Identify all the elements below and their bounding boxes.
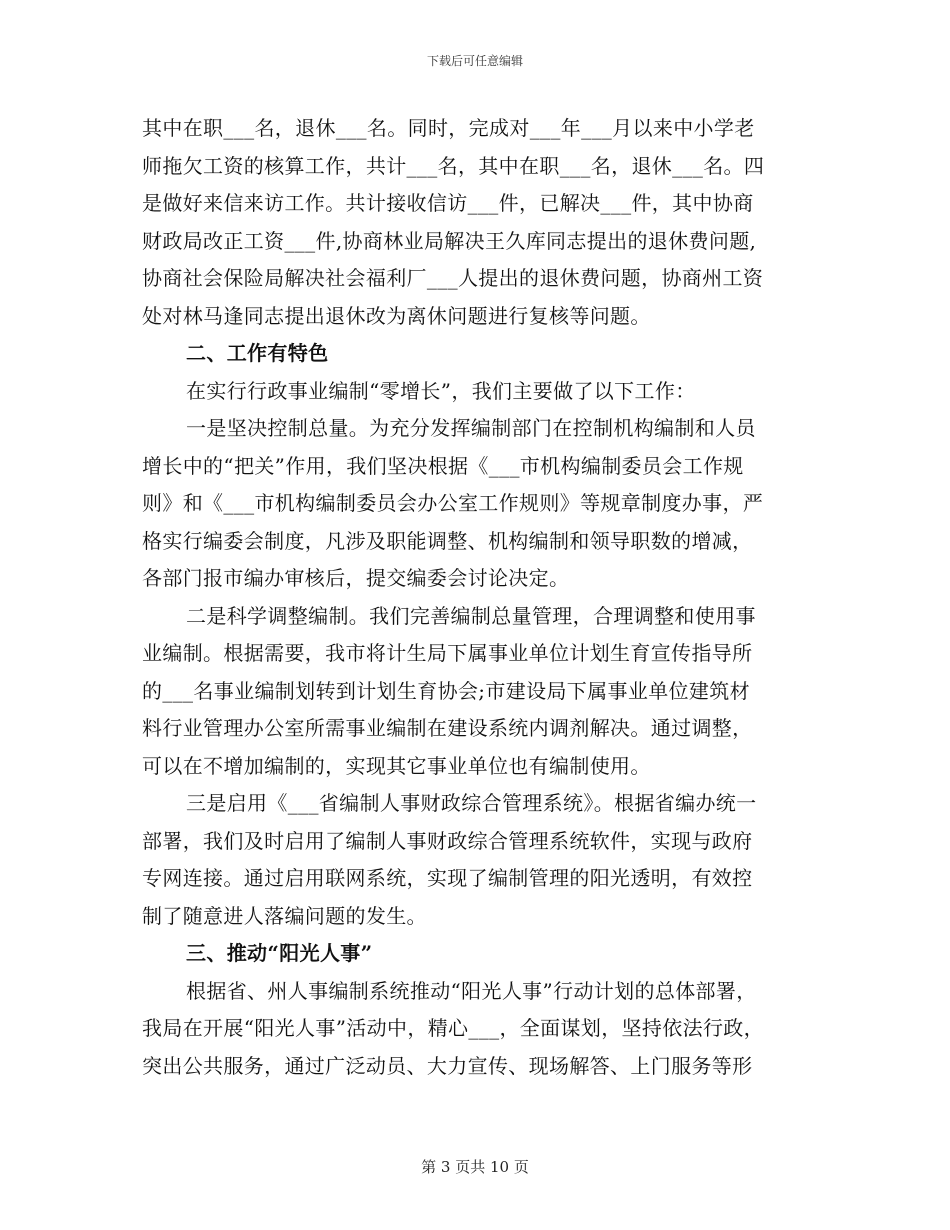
paragraph-line: 可以在不增加编制的，实现其它事业单位也有编制使用。: [142, 753, 651, 778]
paragraph-line: 处对林马逢同志提出退休改为离休问题进行复核等问题。: [142, 303, 651, 328]
page-footer: 第 3 页共 10 页: [421, 1158, 529, 1176]
paragraph-line: 一是坚决控制总量。为充分发挥编制部门在控制机构编制和人员: [186, 416, 756, 440]
page-header: 下载后可任意编辑: [426, 54, 523, 68]
paragraph-line: 是做好来信来访工作。共计接收信访___件，已解决___件，其中协商: [142, 191, 754, 215]
section-heading: 二、工作有特色: [186, 341, 329, 365]
paragraph-line: 制了随意进人落编问题的发生。: [142, 903, 427, 928]
paragraph-line: 增长中的“把关”作用，我们坚决根据《___市机构编制委员会工作规: [142, 453, 744, 478]
paragraph-line: 各部门报市编办审核后，提交编委会讨论决定。: [142, 566, 570, 590]
section-heading: 三、推动“阳光人事”: [186, 941, 373, 965]
paragraph-line: 突出公共服务，通过广泛动员、大力宣传、现场解答、上门服务等形: [142, 1053, 753, 1078]
paragraph-line: 三是启用《___省编制人事财政综合管理系统》。根据省编办统一: [186, 791, 757, 815]
paragraph-line: 业编制。根据需要，我市将计生局下属事业单位计划生育宣传指导所: [142, 641, 753, 665]
paragraph-line: 根据省、州人事编制系统推动“阳光人事”行动计划的总体部署，: [186, 978, 757, 1003]
paragraph-line: 的___名事业编制划转到计划生育协会;市建设局下属事业单位建筑材: [142, 678, 750, 703]
document-body: [142, 110, 814, 1085]
paragraph-line: 在实行行政事业编制“零增长”，我们主要做了以下工作：: [186, 378, 696, 403]
paragraph-line: 师拖欠工资的核算工作，共计___名，其中在职___名，退休___名。四: [142, 153, 765, 178]
paragraph-line: 料行业管理办公室所需事业编制在建设系统内调剂解决。通过调整，: [142, 716, 753, 740]
paragraph-line: 二是科学调整编制。我们完善编制总量管理，合理调整和使用事: [186, 603, 756, 628]
paragraph-line: 专网连接。通过启用联网系统，实现了编制管理的阳光透明，有效控: [142, 866, 753, 890]
paragraph-line: 财政局改正工资___件,协商林业局解决王久库同志提出的退休费问题,: [142, 228, 757, 253]
paragraph-line: 其中在职___名，退休___名。同时，完成对___年___月以来中小学老: [142, 116, 755, 140]
paragraph-line: 我局在开展“阳光人事”活动中，精心___，全面谋划，坚持依法行政，: [142, 1016, 764, 1040]
paragraph-line: 部署，我们及时启用了编制人事财政综合管理系统软件，实现与政府: [142, 828, 753, 853]
paragraph-line: 协商社会保险局解决社会福利厂___人提出的退休费问题，协商州工资: [142, 266, 764, 290]
paragraph-line: 则》和《___市机构编制委员会办公室工作规则》等规章制度办事，严: [142, 491, 764, 515]
paragraph-line: 格实行编委会制度，凡涉及职能调整、机构编制和领导职数的增减，: [142, 528, 753, 553]
